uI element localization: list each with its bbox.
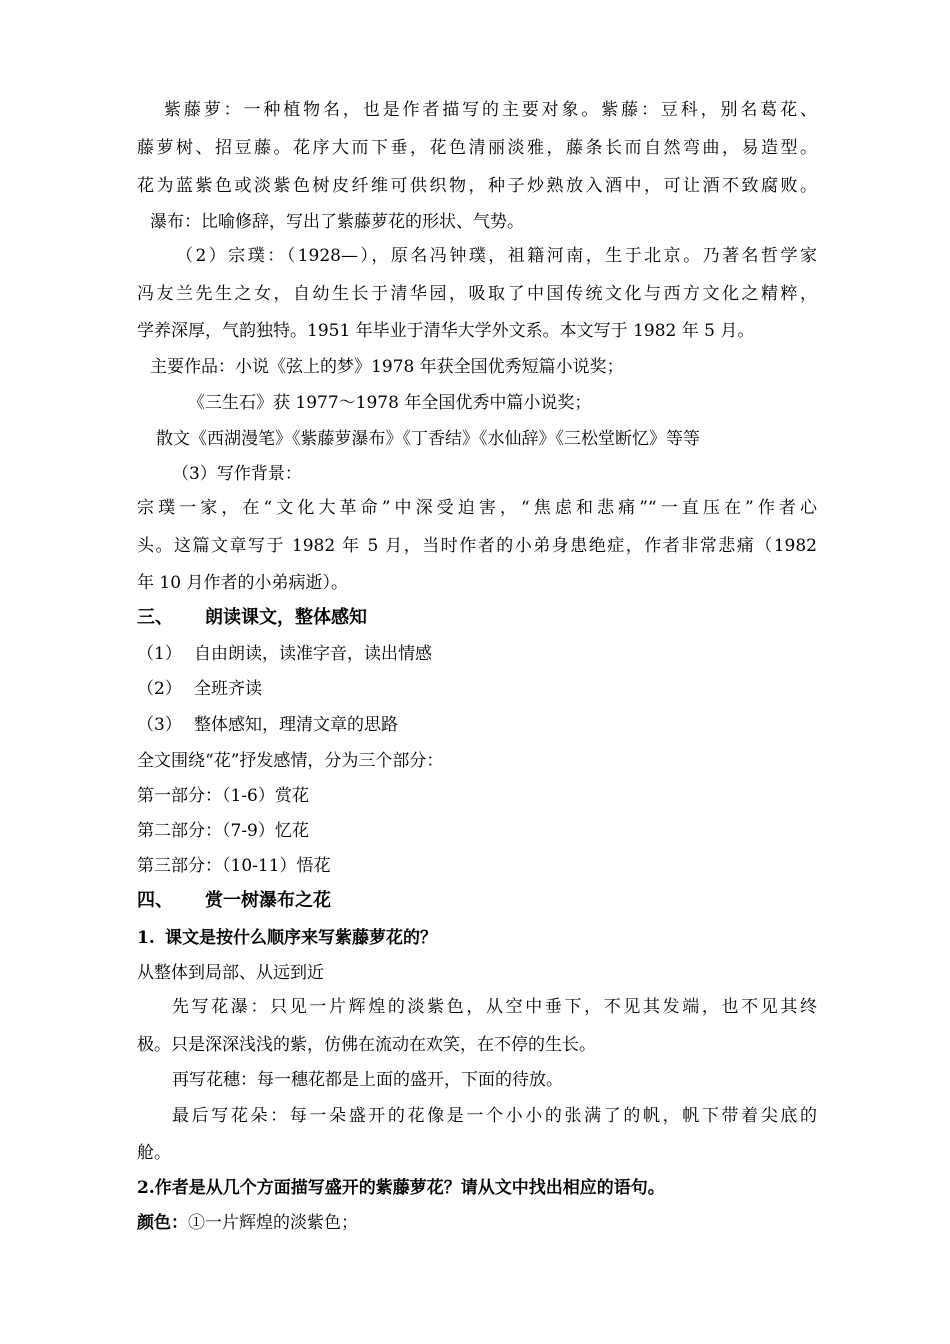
list-number: （1） xyxy=(137,644,182,664)
paragraph-line: 第二部分：（7-9）忆花 xyxy=(137,821,309,841)
section-number: 四、 xyxy=(137,890,173,911)
paragraph-line: 头。这篇文章写于 1982 年 5 月，当时作者的小弟身患绝症，作者非常悲痛（1982 xyxy=(137,536,817,556)
list-number: （3） xyxy=(137,715,182,735)
paragraph-line: 从整体到局部、从远到近 xyxy=(137,963,324,983)
paragraph-line: 紫藤萝：一种植物名，也是作者描写的主要对象。紫藤：豆科，别名葛花、 xyxy=(164,100,817,120)
list-number: （2） xyxy=(137,679,182,699)
section-title: 赏一树瀑布之花 xyxy=(205,890,331,911)
paragraph-line: 冯友兰先生之女，自幼生长于清华园，吸取了中国传统文化与西方文化之精粹， xyxy=(137,284,817,304)
section-title: 朗读课文，整体感知 xyxy=(205,607,367,628)
paragraph-line: 藤萝树、招豆藤。花序大而下垂，花色清丽淡雅，藤条长而自然弯曲，易造型。 xyxy=(137,138,817,158)
paragraph-line: 第三部分：（10-11）悟花 xyxy=(137,856,331,876)
paragraph-line xyxy=(137,1211,817,1235)
section-heading xyxy=(137,889,817,913)
question-heading xyxy=(137,926,817,950)
section-heading xyxy=(137,606,817,630)
question-heading: 2.作者是从几个方面描写盛开的紫藤萝花？请从文中找出相应的语句。 xyxy=(137,1178,665,1198)
list-item xyxy=(137,642,817,666)
paragraph-line: （2）宗璞：（1928—），原名冯钟璞，祖籍河南，生于北京。乃著名哲学家 xyxy=(176,246,817,266)
paragraph-line: 全文围绕“花”抒发感情，分为三个部分： xyxy=(137,751,444,771)
paragraph-line: 主要作品：小说《弦上的梦》1978 年获全国优秀短篇小说奖； xyxy=(150,357,624,377)
list-text: 自由朗读，读准字音，读出情感 xyxy=(194,644,432,664)
paragraph-line: 舱。 xyxy=(137,1143,171,1163)
paragraph-line: 先写花瀑：只见一片辉煌的淡紫色，从空中垂下，不见其发端，也不见其终 xyxy=(172,997,817,1017)
paragraph-line: （3）写作背景： xyxy=(172,464,302,484)
paragraph-line: 极。只是深深浅浅的紫，仿佛在流动在欢笑，在不停的生长。 xyxy=(137,1035,596,1055)
paragraph-line: 《三生石》获 1977～1978 年全国优秀中篇小说奖； xyxy=(188,393,592,413)
list-text: 整体感知，理清文章的思路 xyxy=(194,715,398,735)
list-item xyxy=(137,677,817,701)
paragraph-line: 散文《西湖漫笔》《紫藤萝瀑布》《丁香结》《水仙辞》《三松堂断忆》等等 xyxy=(156,429,700,449)
answer-text: ①一片辉煌的淡紫色； xyxy=(188,1213,358,1233)
label-color: 颜色： xyxy=(137,1213,188,1233)
question-text: 课文是按什么顺序来写紫藤萝花的？ xyxy=(165,928,437,948)
paragraph-line: 学养深厚，气韵独特。1951 年毕业于清华大学外文系。本文写于 1982 年 5 月。 xyxy=(137,321,755,341)
section-number: 三、 xyxy=(137,607,173,628)
paragraph-line: 再写花穗：每一穗花都是上面的盛开，下面的待放。 xyxy=(172,1070,563,1090)
paragraph-line: 年 10 月作者的小弟病逝）。 xyxy=(137,573,348,593)
list-text: 全班齐读 xyxy=(194,679,262,699)
paragraph-line: 最后写花朵：每一朵盛开的花像是一个小小的张满了的帆，帆下带着尖底的 xyxy=(172,1106,817,1126)
list-item xyxy=(137,713,817,737)
question-number: 1. xyxy=(137,928,155,948)
paragraph-line: 花为蓝紫色或淡紫色树皮纤维可供织物，种子炒熟放入酒中，可让酒不致腐败。 xyxy=(137,176,817,196)
paragraph-line: 宗璞一家，在“文化大革命”中深受迫害，“焦虑和悲痛”“一直压在”作者心 xyxy=(137,498,817,518)
paragraph-line: 第一部分：（1-6）赏花 xyxy=(137,786,309,806)
paragraph-line: 瀑布：比喻修辞，写出了紫藤萝花的形状、气势。 xyxy=(150,212,524,232)
